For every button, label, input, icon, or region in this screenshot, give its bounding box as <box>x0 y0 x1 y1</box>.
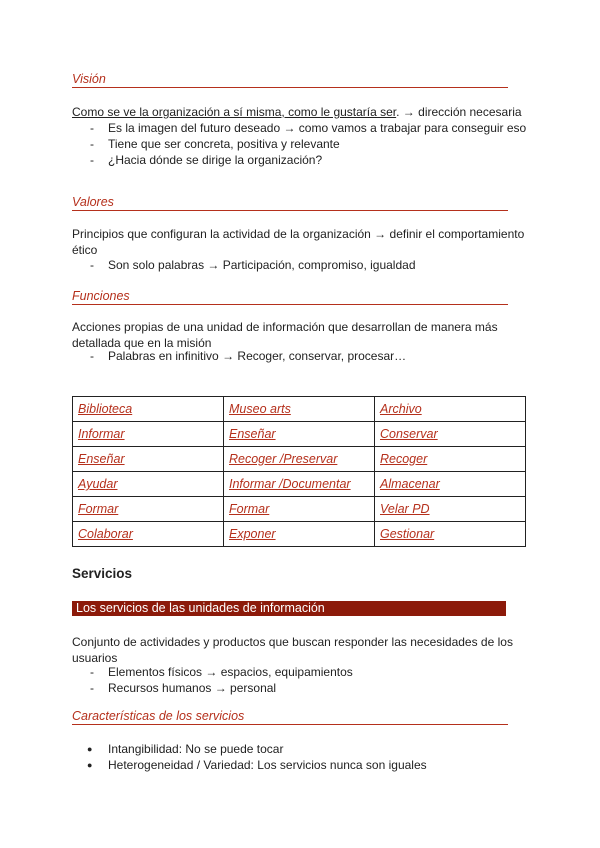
list-item: - Recursos humanos → personal <box>72 680 532 696</box>
table-row <box>73 472 526 497</box>
table-cell-link[interactable]: Recoger <box>375 447 526 472</box>
servicios-intro: Conjunto de actividades y productos que buscan responder las necesidades de los usuarios <box>72 635 513 665</box>
funciones-table <box>72 396 526 547</box>
vision-intro-rest: . → dirección necesaria <box>396 105 522 119</box>
servicios-bar-heading: Los servicios de las unidades de información <box>72 601 506 616</box>
funciones-list <box>72 348 532 364</box>
table-cell-link[interactable]: Informar /Documentar <box>224 472 375 497</box>
table-row <box>73 497 526 522</box>
funciones-heading: Funciones <box>72 289 508 305</box>
table-cell-link[interactable]: Almacenar <box>375 472 526 497</box>
list-item: - Son solo palabras → Participación, compromiso, igualdad <box>72 257 532 273</box>
table-cell-link[interactable]: Recoger /Preservar <box>224 447 375 472</box>
table-cell-link[interactable]: Informar <box>73 422 224 447</box>
valores-heading: Valores <box>72 195 508 211</box>
table-row <box>73 397 526 422</box>
vision-heading: Visión <box>72 72 508 88</box>
list-item: ● Heterogeneidad / Variedad: Los servicios nunca son iguales <box>72 757 532 773</box>
table-cell-link[interactable]: Enseñar <box>224 422 375 447</box>
list-item: - Palabras en infinitivo → Recoger, conservar, procesar… <box>72 348 532 364</box>
vision-list <box>72 120 532 168</box>
table-cell-link[interactable]: Archivo <box>375 397 526 422</box>
valores-list <box>72 257 532 273</box>
list-item: - Elementos físicos → espacios, equipamientos <box>72 664 532 680</box>
list-item: ● Intangibilidad: No se puede tocar <box>72 741 532 757</box>
table-cell-link[interactable]: Gestionar <box>375 522 526 547</box>
caracteristicas-heading: Características de los servicios <box>72 709 508 725</box>
caracteristicas-list <box>72 741 532 773</box>
servicios-list <box>72 664 532 696</box>
table-cell-link[interactable]: Museo arts <box>224 397 375 422</box>
table-cell-link[interactable]: Ayudar <box>73 472 224 497</box>
table-cell-link[interactable]: Biblioteca <box>73 397 224 422</box>
list-item: - Es la imagen del futuro deseado → como vamos a trabajar para conseguir eso <box>72 120 532 136</box>
table-cell-link[interactable]: Exponer <box>224 522 375 547</box>
funciones-intro: Acciones propias de una unidad de información que desarrollan de manera más detallada que en la misión <box>72 320 498 350</box>
table-cell-link[interactable]: Colaborar <box>73 522 224 547</box>
table-cell-link[interactable]: Formar <box>73 497 224 522</box>
vision-intro <box>72 104 532 120</box>
table-cell-link[interactable]: Formar <box>224 497 375 522</box>
list-item: - Tiene que ser concreta, positiva y relevante <box>72 136 532 152</box>
table-row <box>73 522 526 547</box>
table-cell-link[interactable]: Conservar <box>375 422 526 447</box>
vision-intro-underlined: Como se ve la organización a sí misma, como le gustaría ser <box>72 105 397 119</box>
list-item: - ¿Hacia dónde se dirige la organización? <box>72 152 532 168</box>
table-cell-link[interactable]: Velar PD <box>375 497 526 522</box>
valores-intro: Principios que configuran la actividad de la organización → definir el comportamiento ético <box>72 227 525 257</box>
servicios-title: Servicios <box>72 566 133 581</box>
table-cell-link[interactable]: Enseñar <box>73 447 224 472</box>
table-row <box>73 447 526 472</box>
table-row <box>73 422 526 447</box>
